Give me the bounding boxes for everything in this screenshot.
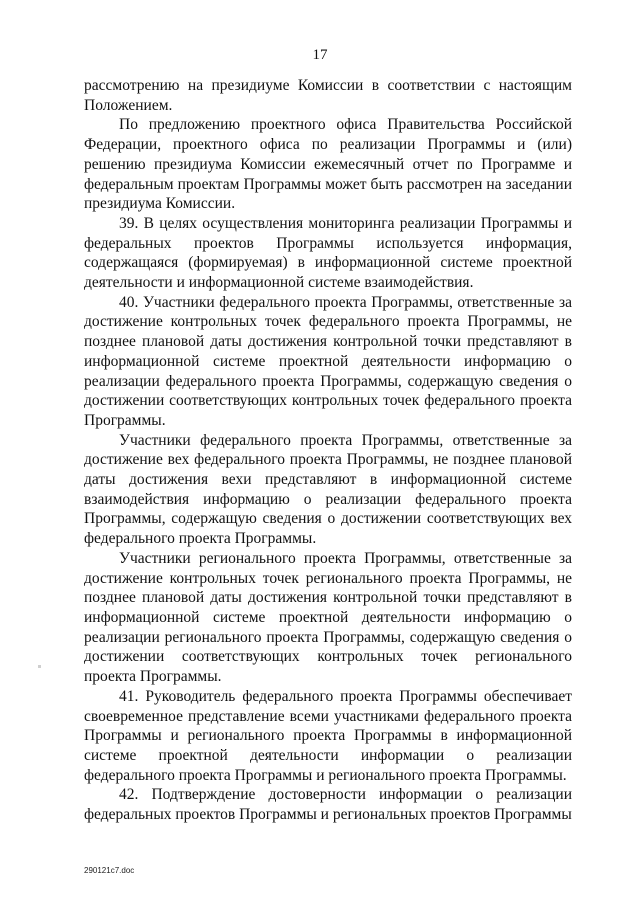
- paragraph-item-41: 41. Руководитель федерального проекта Программы обеспечивает своевременное представление всеми участниками федерального проекта Программы и регионального проекта Программы в информационной системе проектной деятельности информации о реализации федерального проекта Программы и регионального проекта Программы.: [84, 687, 572, 784]
- paragraph-item-39: 39. В целях осуществления мониторинга реализации Программы и федеральных проектов Программы используется информация, содержащаяся (формируемая) в информационной системе проектной деятельности и информационной системе взаимодействия.: [84, 214, 572, 292]
- document-body: [84, 76, 572, 825]
- paragraph-item-42: 42. Подтверждение достоверности информации о реализации федеральных проектов Программы и региональных проектов Программы: [84, 786, 572, 824]
- paragraph-item-40: 40. Участники федерального проекта Программы, ответственные за достижение контрольных точек федерального проекта Программы, не позднее плановой даты достижения контрольной точки представляют в информационной системе проектной деятельности информацию о реализации федерального проекта Программы, содержащую сведения о достижении соответствующих контрольных точек федерального проекта Программы.: [84, 293, 572, 429]
- margin-mark: [38, 665, 41, 668]
- page-number: 17: [312, 47, 328, 63]
- paragraph: По предложению проектного офиса Правительства Российской Федерации, проектного офиса по реализации Программы и (или) решению президиума Комиссии ежемесячный отчет по Программе и федеральным проектам Программы может быть рассмотрен на заседании президиума Комиссии.: [84, 116, 572, 213]
- paragraph: Участники регионального проекта Программы, ответственные за достижение контрольных точек регионального проекта Программы, не позднее плановой даты достижения контрольной точки представляют в информационной системе проектной деятельности информацию о реализации регионального проекта Программы, содержащую сведения о достижении соответствующих контрольных точек регионального проекта Программы.: [84, 549, 572, 686]
- paragraph: Участники федерального проекта Программы, ответственные за достижение вех федерального проекта Программы, не позднее плановой даты достижения вехи представляют в информационной системе взаимодействия информацию о реализации федерального проекта Программы, содержащую сведения о достижении соответствующих вех федерального проекта Программы.: [84, 431, 572, 548]
- footer-filename: 290121c7.doc: [84, 866, 135, 875]
- paragraph-continuation: рассмотрению на президиуме Комиссии в соответствии с настоящим Положением.: [84, 77, 572, 114]
